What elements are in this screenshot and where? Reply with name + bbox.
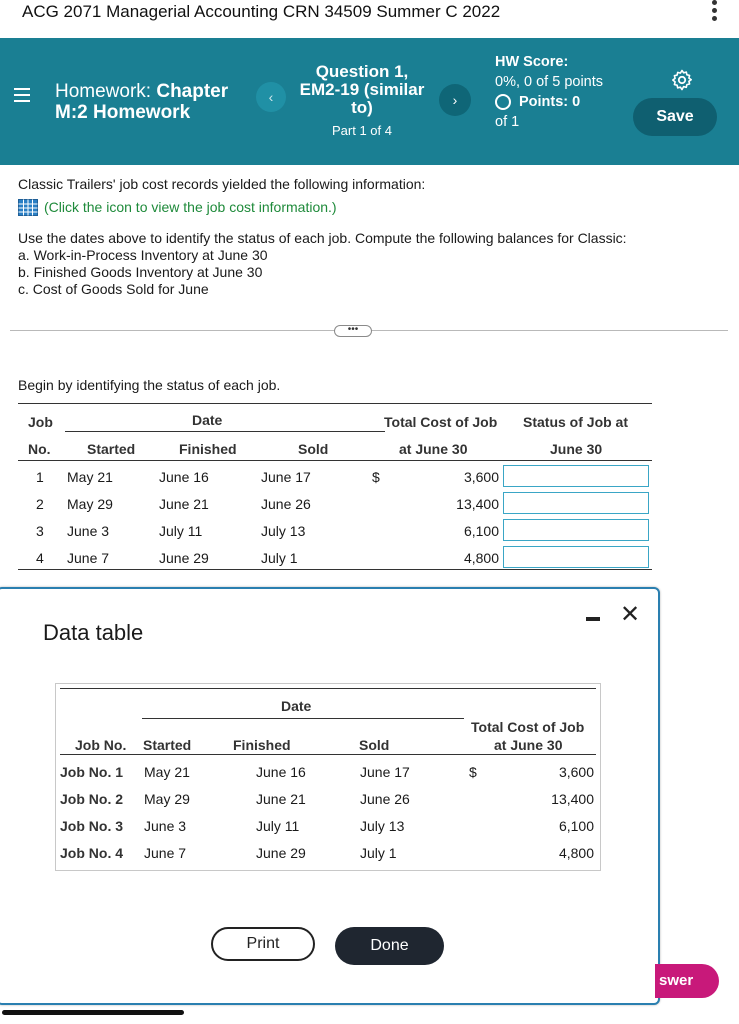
dt-finished: June 16 <box>256 764 306 780</box>
finished-date: July 11 <box>159 523 203 539</box>
menu-icon[interactable] <box>14 88 30 104</box>
dt-started: June 3 <box>144 818 187 834</box>
table-row <box>56 845 602 872</box>
homework-name-line1: Chapter <box>156 81 229 102</box>
job-no: 4 <box>36 550 44 566</box>
dt-header-finished: Finished <box>233 737 291 753</box>
homework-title <box>55 81 255 123</box>
status-input[interactable] <box>503 546 649 568</box>
header-sold: Sold <box>298 441 329 457</box>
data-table-top-rule <box>60 688 596 689</box>
question-info <box>294 63 430 138</box>
save-button[interactable]: Save <box>633 98 717 136</box>
currency-symbol: $ <box>372 469 380 485</box>
total-cost: 6,100 <box>463 523 499 539</box>
status-input[interactable] <box>503 492 649 514</box>
dt-job-no: Job No. 4 <box>60 845 124 861</box>
modal-title: Data table <box>43 620 144 645</box>
dt-header-rule <box>60 754 596 755</box>
sold-date: June 17 <box>261 469 311 485</box>
dt-header-date: Date <box>281 698 312 714</box>
points-label: Points: 0 <box>519 94 581 110</box>
dt-started: May 29 <box>144 791 190 807</box>
table-row <box>18 465 652 491</box>
instruction-item-b: b. Finished Goods Inventory at June 30 <box>18 264 263 280</box>
sold-date: June 26 <box>261 496 311 512</box>
table-row <box>18 492 652 518</box>
header-no: No. <box>28 441 51 457</box>
table-row <box>56 764 602 791</box>
dt-total-cost: 4,800 <box>558 845 594 861</box>
dt-header-jobno: Job No. <box>75 737 127 753</box>
dt-job-no: Job No. 1 <box>60 764 124 780</box>
header-total-1: Total Cost of Job <box>384 414 498 430</box>
gear-icon[interactable] <box>670 68 694 92</box>
done-button[interactable]: Done <box>335 927 444 965</box>
finished-date: June 16 <box>159 469 209 485</box>
print-button[interactable]: Print <box>211 927 315 961</box>
table-row <box>56 818 602 845</box>
previous-question-button[interactable]: ‹ <box>256 82 286 112</box>
table-icon[interactable] <box>18 199 38 216</box>
close-icon[interactable]: ✕ <box>620 601 641 628</box>
status-input[interactable] <box>503 465 649 487</box>
header-status-1: Status of Job at <box>523 414 629 430</box>
started-date: May 29 <box>67 496 113 512</box>
score-value: 0%, 0 of 5 points <box>495 74 604 90</box>
points-circle-icon <box>495 94 511 110</box>
check-answer-button[interactable]: swer <box>655 964 719 998</box>
sold-date: July 1 <box>261 550 298 566</box>
more-options-icon[interactable] <box>711 0 719 22</box>
expand-dots-button[interactable]: ••• <box>334 325 372 337</box>
total-cost: 3,600 <box>463 469 499 485</box>
dt-sold: June 26 <box>360 791 410 807</box>
total-cost: 4,800 <box>463 550 499 566</box>
table-row <box>18 519 652 545</box>
job-cost-link-text[interactable]: (Click the icon to view the job cost information.) <box>44 199 337 215</box>
table-row <box>56 791 602 818</box>
next-question-button[interactable]: › <box>439 84 471 116</box>
started-date: June 7 <box>67 550 110 566</box>
started-date: May 21 <box>67 469 113 485</box>
score-label: HW Score: <box>495 54 569 70</box>
dt-currency-symbol: $ <box>469 764 477 780</box>
dt-started: June 7 <box>144 845 187 861</box>
total-cost: 13,400 <box>456 496 499 512</box>
homework-header <box>0 38 739 165</box>
job-no: 1 <box>36 469 44 485</box>
dt-job-no: Job No. 2 <box>60 791 124 807</box>
sold-date: July 13 <box>261 523 306 539</box>
question-title: Question 1, EM2-19 (similar to) <box>299 62 425 117</box>
homework-name-line2: M:2 Homework <box>55 102 191 123</box>
dt-date-rule <box>142 718 464 719</box>
header-date: Date <box>192 412 223 428</box>
dt-total-cost: 13,400 <box>551 791 594 807</box>
points-row <box>495 92 605 112</box>
instruction-item-c: c. Cost of Goods Sold for June <box>18 281 209 297</box>
data-table <box>55 683 601 871</box>
dt-job-no: Job No. 3 <box>60 818 124 834</box>
finished-date: June 29 <box>159 550 209 566</box>
dt-sold: June 17 <box>360 764 410 780</box>
home-indicator <box>2 1010 184 1015</box>
points-of: of 1 <box>495 114 520 130</box>
dt-finished: June 21 <box>256 791 306 807</box>
header-job: Job <box>28 414 53 430</box>
header-rule <box>18 460 652 461</box>
instruction: Use the dates above to identify the status of each job. Compute the following balances for Classic: <box>18 230 627 246</box>
course-title: ACG 2071 Managerial Accounting CRN 34509 Summer C 2022 <box>22 2 501 21</box>
data-table-modal <box>0 587 660 1005</box>
problem-intro: Classic Trailers' job cost records yielded the following information: <box>18 176 426 192</box>
dt-header-started: Started <box>143 737 192 753</box>
dt-finished: July 11 <box>256 818 300 834</box>
course-bar <box>0 0 739 38</box>
header-total-2: at June 30 <box>399 441 468 457</box>
dt-total-cost: 6,100 <box>558 818 594 834</box>
dt-header-sold: Sold <box>359 737 390 753</box>
score-panel <box>495 52 605 132</box>
homework-prefix: Homework: <box>55 81 157 102</box>
dt-sold: July 1 <box>360 845 397 861</box>
header-started: Started <box>87 441 136 457</box>
question-part: Part 1 of 4 <box>332 123 392 138</box>
status-input[interactable] <box>503 519 649 541</box>
date-rule <box>65 431 385 432</box>
minimize-icon[interactable] <box>586 617 600 621</box>
started-date: June 3 <box>67 523 110 539</box>
dt-finished: June 29 <box>256 845 306 861</box>
dt-started: May 21 <box>144 764 190 780</box>
job-cost-link[interactable] <box>18 199 718 216</box>
dt-header-total-2: at June 30 <box>494 737 563 753</box>
table-top-rule <box>18 403 652 404</box>
job-no: 2 <box>36 496 44 512</box>
header-status-2: June 30 <box>550 441 603 457</box>
job-no: 3 <box>36 523 44 539</box>
instruction-item-a: a. Work-in-Process Inventory at June 30 <box>18 247 268 263</box>
table-bottom-rule <box>18 569 652 570</box>
dt-sold: July 13 <box>360 818 405 834</box>
header-finished: Finished <box>179 441 237 457</box>
dt-header-total-1: Total Cost of Job <box>471 719 585 735</box>
dt-total-cost: 3,600 <box>558 764 594 780</box>
finished-date: June 21 <box>159 496 209 512</box>
problem-statement <box>18 176 718 298</box>
begin-instruction: Begin by identifying the status of each job. <box>18 377 281 393</box>
